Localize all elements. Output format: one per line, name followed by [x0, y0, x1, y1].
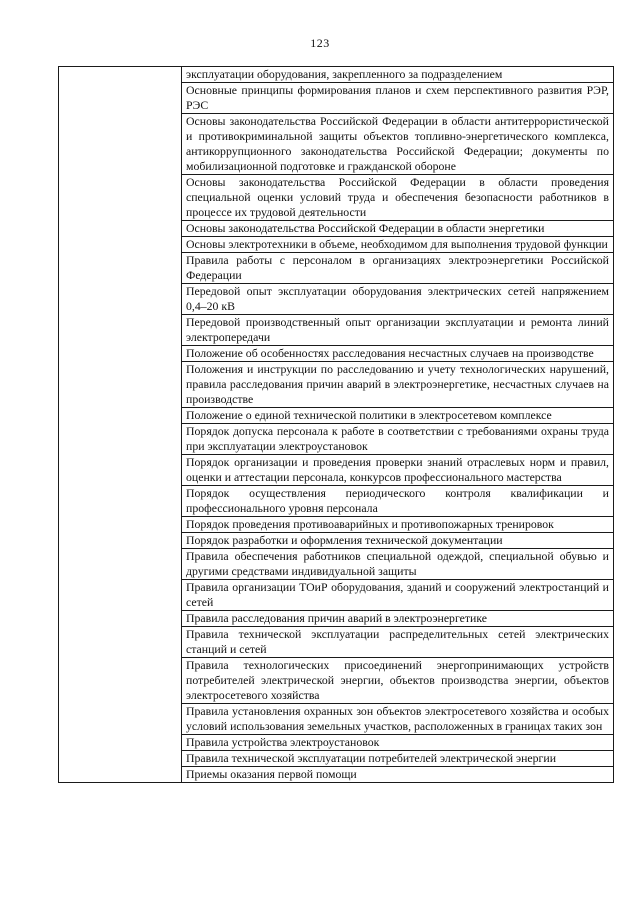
table-cell: эксплуатации оборудования, закрепленного за подразделением [182, 67, 614, 83]
table-cell: Правила технической эксплуатации потребителей электрической энергии [182, 751, 614, 767]
table-cell: Передовой опыт эксплуатации оборудования электрических сетей напряжением 0,4–20 кВ [182, 284, 614, 315]
table-cell: Правила расследования причин аварий в электроэнергетике [182, 611, 614, 627]
table-cell: Порядок допуска персонала к работе в соответствии с требованиями охраны труда при эксплуатации электроустановок [182, 424, 614, 455]
table-cell: Правила установления охранных зон объектов электросетевого хозяйства и особых условий использования земельных участков, расположенных в границах таких зон [182, 704, 614, 735]
table-cell: Положения и инструкции по расследованию и учету технологических нарушений, правила расследования причин аварий в электроэнергетике, несчастных случаев на производстве [182, 362, 614, 408]
table-cell: Передовой производственный опыт организации эксплуатации и ремонта линий электропередачи [182, 315, 614, 346]
page-number: 123 [310, 36, 330, 50]
table-cell: Основы электротехники в объеме, необходимом для выполнения трудовой функции [182, 237, 614, 253]
table-cell: Положение об особенностях расследования несчастных случаев на производстве [182, 346, 614, 362]
table-cell: Правила обеспечения работников специальной одеждой, специальной обувью и другими средствами индивидуальной защиты [182, 549, 614, 580]
table-cell: Основы законодательства Российской Федерации в области энергетики [182, 221, 614, 237]
table-cell: Основы законодательства Российской Федерации в области проведения специальной оценки условий труда и обеспечения безопасности работников в процессе их трудовой деятельности [182, 175, 614, 221]
table-cell: Порядок осуществления периодического контроля квалификации и профессионального уровня персонала [182, 486, 614, 517]
table-cell: Правила технологических присоединений энергопринимающих устройств потребителей электрической энергии, объектов производства энергии, объектов электросетевого хозяйства [182, 658, 614, 704]
knowledge-table [58, 66, 614, 783]
table-cell: Приемы оказания первой помощи [182, 767, 614, 783]
table-cell: Правила работы с персоналом в организациях электроэнергетики Российской Федерации [182, 253, 614, 284]
empty-label-cell [59, 67, 182, 783]
table-cell: Правила организации ТОиР оборудования, зданий и сооружений электростанций и сетей [182, 580, 614, 611]
table-cell: Положение о единой технической политики в электросетевом комплексе [182, 408, 614, 424]
table-cell: Основы законодательства Российской Федерации в области антитеррористической и противокриминальной защиты объектов топливно-энергетического комплекса, антикоррупционного законодательства Российской Федерации; документы по мобилизационной подготовке и гражданской обороне [182, 114, 614, 175]
table-row [59, 67, 614, 83]
table-cell: Порядок проведения противоаварийных и противопожарных тренировок [182, 517, 614, 533]
table-cell: Порядок разработки и оформления технической документации [182, 533, 614, 549]
table-cell: Правила технической эксплуатации распределительных сетей электрических станций и сетей [182, 627, 614, 658]
table-cell: Порядок организации и проведения проверки знаний отраслевых норм и правил, оценки и аттестации персонала, конкурсов профессионального мастерства [182, 455, 614, 486]
table-cell: Правила устройства электроустановок [182, 735, 614, 751]
table-cell: Основные принципы формирования планов и схем перспективного развития РЭР, РЭС [182, 83, 614, 114]
